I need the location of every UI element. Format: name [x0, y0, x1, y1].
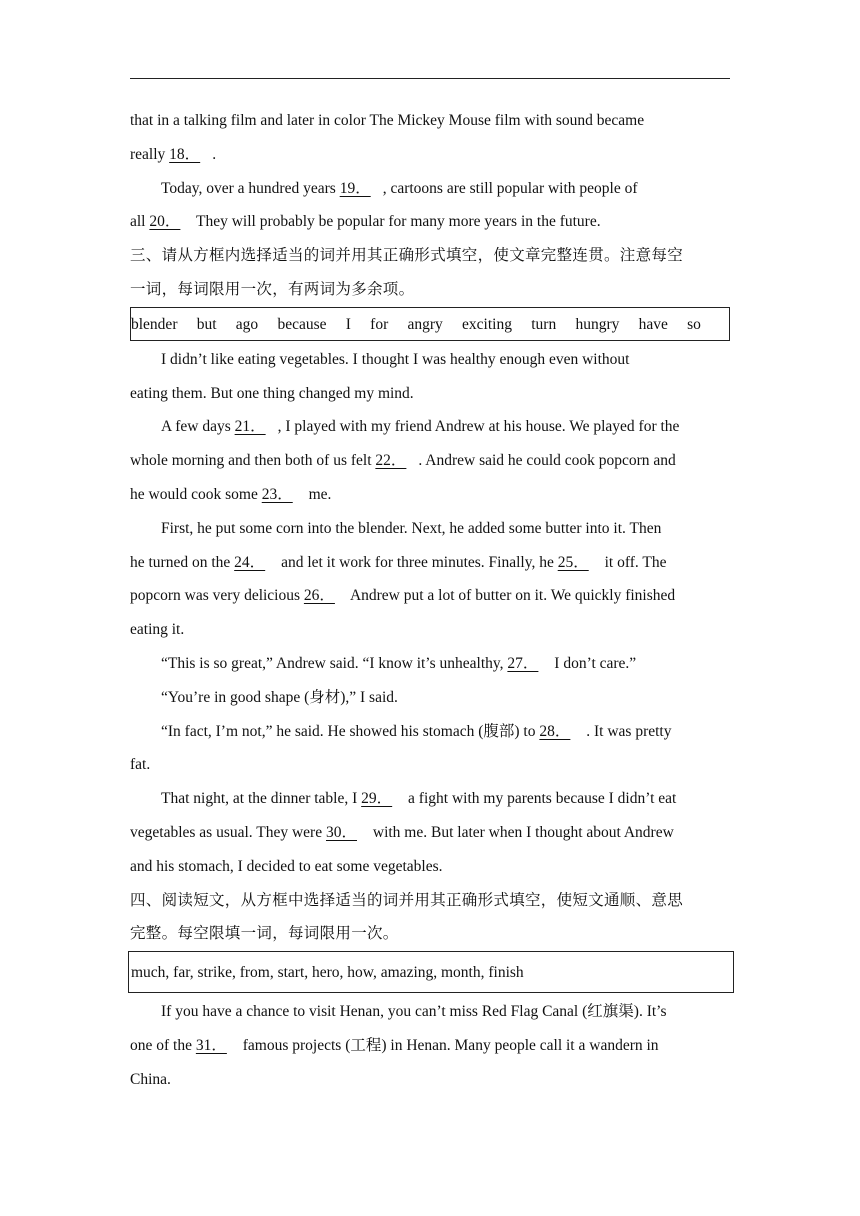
blank-21: 21． — [234, 418, 266, 436]
blank-30: 30． — [325, 823, 357, 841]
blank-22: 22． — [375, 452, 407, 470]
blank-24: 24． — [234, 553, 266, 571]
section-instruction: 完整。每空限填一词，每词限用一次。 — [130, 925, 399, 943]
blank-26: 26． — [303, 587, 335, 605]
word-bank-item: blender — [131, 315, 178, 333]
text-line: one of the 31． famous projects (工程) in Henan. Many people call it a wandern in — [130, 1036, 659, 1054]
text-line: popcorn was very delicious 26． Andrew put a lot of butter on it. We quickly finished — [130, 587, 676, 605]
word-bank-item: exciting — [462, 315, 512, 333]
document-content — [130, 104, 732, 1097]
text-line: fat. — [130, 756, 151, 774]
word-bank-item: angry — [407, 315, 443, 333]
text-line: “In fact, I’m not,” he said. He showed his stomach (腹部) to 28． . It was pretty — [161, 722, 672, 740]
word-bank-box — [130, 307, 730, 341]
blank-27: 27． — [507, 654, 539, 672]
word-bank-box — [128, 951, 734, 993]
section-instruction: 一词，每词限用一次，有两词为多余项。 — [130, 280, 415, 298]
blank-31: 31． — [195, 1036, 227, 1054]
word-bank-item: but — [196, 315, 217, 333]
text-line: and his stomach, I decided to eat some vegetables. — [130, 857, 443, 875]
text-line: China. — [130, 1070, 171, 1088]
word-bank-item: have — [638, 315, 668, 333]
section-instruction: 三、请从方框内选择适当的词并用其正确形式填空，使文章完整连贯。注意每空 — [130, 247, 684, 265]
word-bank-item: for — [370, 315, 389, 333]
word-bank-list: much, far, strike, from, start, hero, how, amazing, month, finish — [131, 964, 524, 982]
blank-25: 25． — [557, 553, 589, 571]
blank-18: 18． — [169, 145, 201, 163]
text-line: that in a talking film and later in color The Mickey Mouse film with sound became — [130, 112, 645, 129]
header-rule — [130, 78, 730, 79]
section-instruction: 四、阅读短文，从方框中选择适当的词并用其正确形式填空，使短文通顺、意思 — [130, 891, 684, 909]
text-line: eating them. But one thing changed my mind. — [130, 384, 414, 402]
text-line: First, he put some corn into the blender. Next, he added some butter into it. Then — [161, 519, 662, 537]
text-line: eating it. — [130, 621, 185, 639]
text-line: vegetables as usual. They were 30． with me. But later when I thought about Andrew — [130, 823, 674, 841]
text-line: he would cook some 23． me. — [130, 485, 332, 503]
word-bank-item: because — [277, 315, 327, 333]
word-bank-item: turn — [531, 315, 557, 333]
text-line: A few days 21． , I played with my friend Andrew at his house. We played for the — [161, 418, 680, 436]
word-bank-item: ago — [235, 315, 259, 333]
word-bank-item: hungry — [575, 315, 620, 333]
text-line: Today, over a hundred years 19． , cartoons are still popular with people of — [161, 179, 638, 197]
text-line: That night, at the dinner table, I 29． a fight with my parents because I didn’t eat — [161, 790, 677, 808]
blank-19: 19． — [339, 179, 371, 197]
blank-20: 20． — [149, 213, 181, 231]
text-line: really 18． . — [130, 145, 217, 163]
text-line: whole morning and then both of us felt 22． . Andrew said he could cook popcorn and — [130, 452, 676, 470]
blank-23: 23． — [261, 485, 293, 503]
word-bank-item: so — [687, 315, 701, 333]
word-bank-item: I — [345, 315, 351, 333]
text-line: I didn’t like eating vegetables. I thought I was healthy enough even without — [161, 350, 630, 368]
text-line: he turned on the 24． and let it work for three minutes. Finally, he 25． it off. The — [130, 553, 667, 571]
text-line: “This is so great,” Andrew said. “I know it’s unhealthy, 27． I don’t care.” — [161, 654, 637, 672]
blank-29: 29． — [361, 790, 393, 808]
text-line: If you have a chance to visit Henan, you can’t miss Red Flag Canal (红旗渠). It’s — [161, 1003, 667, 1021]
text-line: “You’re in good shape (身材),” I said. — [161, 688, 398, 706]
blank-28: 28． — [539, 722, 571, 740]
text-line: all 20． They will probably be popular for many more years in the future. — [130, 213, 601, 231]
